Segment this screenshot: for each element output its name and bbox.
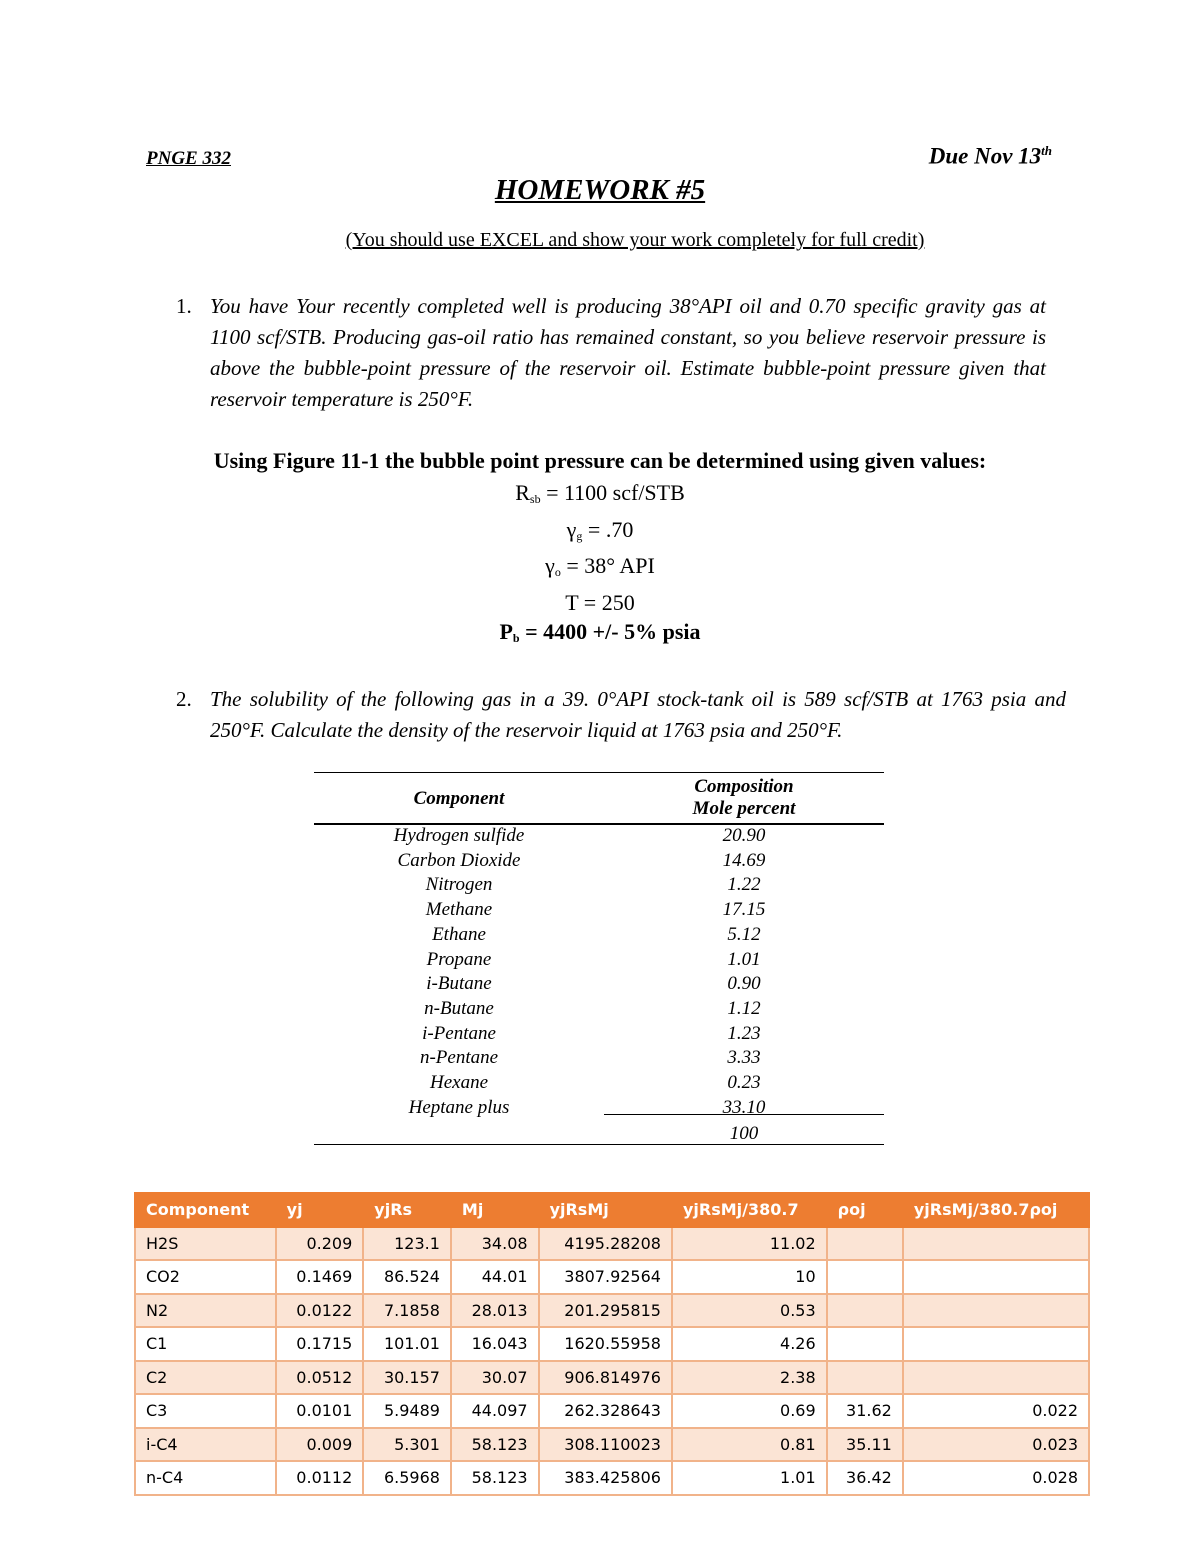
table-cell: 34.08 (451, 1227, 539, 1261)
column-header: Component (135, 1193, 276, 1227)
composition-row (314, 998, 886, 1023)
table-cell (827, 1327, 903, 1361)
table-cell: 58.123 (451, 1428, 539, 1462)
question-text: The solubility of the following gas in a 39. 0°API stock-tank oil is 589 scf/STB at 1763 psia and 250°F. Calculate the density of the reservoir liquid at 1763 psia and 250°F. (210, 687, 1066, 742)
table-cell: 11.02 (672, 1227, 827, 1261)
table-cell: 30.157 (363, 1361, 451, 1395)
table-cell: C3 (135, 1394, 276, 1428)
table-cell: 1.01 (672, 1461, 827, 1495)
table-row (135, 1260, 1089, 1294)
table-rule-sum (604, 1114, 884, 1115)
table-rule-bottom (314, 1144, 884, 1145)
given-rsb: $R_{sb} = 1100$ scf/STB (515, 480, 685, 506)
table-cell: C1 (135, 1327, 276, 1361)
table-cell (903, 1294, 1089, 1328)
composition-row (314, 899, 886, 924)
excel-calculation-table (134, 1192, 1090, 1496)
table-cell: N2 (135, 1294, 276, 1328)
table-row (135, 1327, 1089, 1361)
question-2 (176, 684, 1066, 746)
table-cell: 906.814976 (539, 1361, 672, 1395)
mole-percent: 17.15 (722, 899, 766, 921)
table-cell: 0.209 (276, 1227, 364, 1261)
table-cell: 1620.55958 (539, 1327, 672, 1361)
composition-row (314, 1072, 886, 1097)
component-name: Methane (425, 899, 493, 921)
table-cell: 6.5968 (363, 1461, 451, 1495)
page-title: HOMEWORK #5 (494, 174, 706, 206)
table-row (135, 1461, 1089, 1495)
answer-intro: Using Figure 11-1 the bubble point pressure can be determined using given values: (213, 448, 987, 473)
table-cell: 3807.92564 (539, 1260, 672, 1294)
table-row (135, 1428, 1089, 1462)
header-component: Component (413, 788, 505, 809)
column-header: Mj (451, 1193, 539, 1227)
table-cell (827, 1361, 903, 1395)
composition-row (314, 825, 886, 850)
table-cell: 0.028 (903, 1461, 1089, 1495)
table-cell: 2.38 (672, 1361, 827, 1395)
mole-percent: 33.10 (722, 1096, 766, 1118)
table-cell: 86.524 (363, 1260, 451, 1294)
mole-percent: 0.90 (727, 973, 761, 995)
table-cell (903, 1327, 1089, 1361)
table-cell (827, 1227, 903, 1261)
table-cell: 4195.28208 (539, 1227, 672, 1261)
mole-percent: 0.23 (727, 1072, 761, 1093)
component-name: n-Butane (424, 997, 494, 1019)
table-cell: 0.1469 (276, 1260, 364, 1294)
mole-percent: 14.69 (722, 849, 766, 871)
table-cell: 308.110023 (539, 1428, 672, 1462)
table-cell: 383.425806 (539, 1461, 672, 1495)
composition-total: 100 (729, 1123, 759, 1144)
column-header: yjRsMj (539, 1193, 672, 1227)
composition-row (314, 1097, 886, 1122)
table-cell: n-C4 (135, 1461, 276, 1495)
table-cell: 0.0512 (276, 1361, 364, 1395)
column-header: yjRs (363, 1193, 451, 1227)
table-cell: 44.097 (451, 1394, 539, 1428)
table-cell: 31.62 (827, 1394, 903, 1428)
composition-row (314, 1023, 886, 1048)
given-values (0, 478, 1200, 654)
column-header: yjRsMj/380.7ρoj (903, 1193, 1089, 1227)
table-cell (827, 1260, 903, 1294)
table-cell: H2S (135, 1227, 276, 1261)
composition-row (314, 973, 886, 998)
table-cell: 0.81 (672, 1428, 827, 1462)
question-text: You have Your recently completed well is producing 38°API oil and 0.70 specific gravity gas at 1100 scf/STB. Producing gas-oil ratio has remained constant, so you believe reservoir pressure is above the bubble-point pressure of the reservoir oil. Estimate bubble-point pressure given that reservoir temperature is 250°F. (210, 294, 1046, 411)
header-composition: Composition Mole percent (692, 776, 796, 819)
component-name: Carbon Dioxide (397, 849, 521, 871)
table-cell: 36.42 (827, 1461, 903, 1495)
table-cell: CO2 (135, 1260, 276, 1294)
given-gamma-o: $\gamma_o = 38^\circ$ API (545, 553, 655, 579)
table-cell: 0.69 (672, 1394, 827, 1428)
table-cell: 123.1 (363, 1227, 451, 1261)
mole-percent: 20.90 (722, 825, 766, 846)
table-cell: 4.26 (672, 1327, 827, 1361)
component-name: Hexane (429, 1072, 489, 1093)
component-name: i-Butane (426, 973, 492, 995)
table-cell: i-C4 (135, 1428, 276, 1462)
composition-row (314, 1047, 886, 1072)
question-number: 2. (176, 687, 192, 711)
table-cell: 0.0112 (276, 1461, 364, 1495)
table-cell: 0.023 (903, 1428, 1089, 1462)
table-row (135, 1394, 1089, 1428)
mole-percent: 1.22 (727, 874, 761, 896)
table-cell (903, 1361, 1089, 1395)
component-name: n-Pentane (419, 1047, 499, 1069)
table-cell (903, 1260, 1089, 1294)
mole-percent: 1.01 (727, 948, 761, 970)
component-name: Hydrogen sulfide (393, 825, 525, 846)
column-header: yjRsMj/380.7 (672, 1193, 827, 1227)
table-row (135, 1361, 1089, 1395)
table-cell: 7.1858 (363, 1294, 451, 1328)
given-temperature: T = 250 (565, 589, 635, 615)
table-cell: 28.013 (451, 1294, 539, 1328)
mole-percent: 1.12 (727, 997, 761, 1019)
column-header: ρoj (827, 1193, 903, 1227)
table-cell: 0.1715 (276, 1327, 364, 1361)
mole-percent: 5.12 (727, 923, 761, 945)
table-row (135, 1294, 1089, 1328)
table-cell: 5.9489 (363, 1394, 451, 1428)
due-date: Due Nov 13th (928, 143, 1052, 169)
question-number: 1. (176, 294, 192, 318)
component-name: Heptane plus (408, 1096, 510, 1118)
component-name: Propane (426, 948, 492, 970)
table-cell: 0.53 (672, 1294, 827, 1328)
table-cell: 30.07 (451, 1361, 539, 1395)
table-cell: 5.301 (363, 1428, 451, 1462)
course-code: PNGE 332 (146, 148, 231, 169)
component-name: Nitrogen (425, 874, 493, 896)
table-cell (903, 1227, 1089, 1261)
table-cell: 44.01 (451, 1260, 539, 1294)
composition-row (314, 949, 886, 974)
table-rule-top (314, 772, 884, 773)
table-cell: 0.009 (276, 1428, 364, 1462)
column-header: yj (276, 1193, 364, 1227)
composition-row (314, 874, 886, 899)
table-cell: 201.295815 (539, 1294, 672, 1328)
table-cell: 10 (672, 1260, 827, 1294)
component-name: Ethane (432, 923, 486, 945)
table-cell: 0.0101 (276, 1394, 364, 1428)
composition-row (314, 850, 886, 875)
mole-percent: 3.33 (727, 1047, 761, 1069)
table-cell: 35.11 (827, 1428, 903, 1462)
table-cell: C2 (135, 1361, 276, 1395)
bubble-point-result: $P_b = 4400$ +/- 5% psia (499, 619, 701, 645)
table-cell: 101.01 (363, 1327, 451, 1361)
composition-row (314, 924, 886, 949)
page-subtitle: (You should use EXCEL and show your work completely for full credit) (345, 229, 925, 251)
table-cell: 58.123 (451, 1461, 539, 1495)
given-gamma-g: $\gamma_g = .70$ (566, 516, 634, 543)
table-cell: 0.022 (903, 1394, 1089, 1428)
component-name: i-Pentane (422, 1022, 496, 1044)
table-cell: 262.328643 (539, 1394, 672, 1428)
table-row (135, 1227, 1089, 1261)
table-cell: 16.043 (451, 1327, 539, 1361)
table-cell: 0.0122 (276, 1294, 364, 1328)
table-cell (827, 1294, 903, 1328)
question-1 (176, 291, 1046, 415)
mole-percent: 1.23 (727, 1022, 761, 1044)
